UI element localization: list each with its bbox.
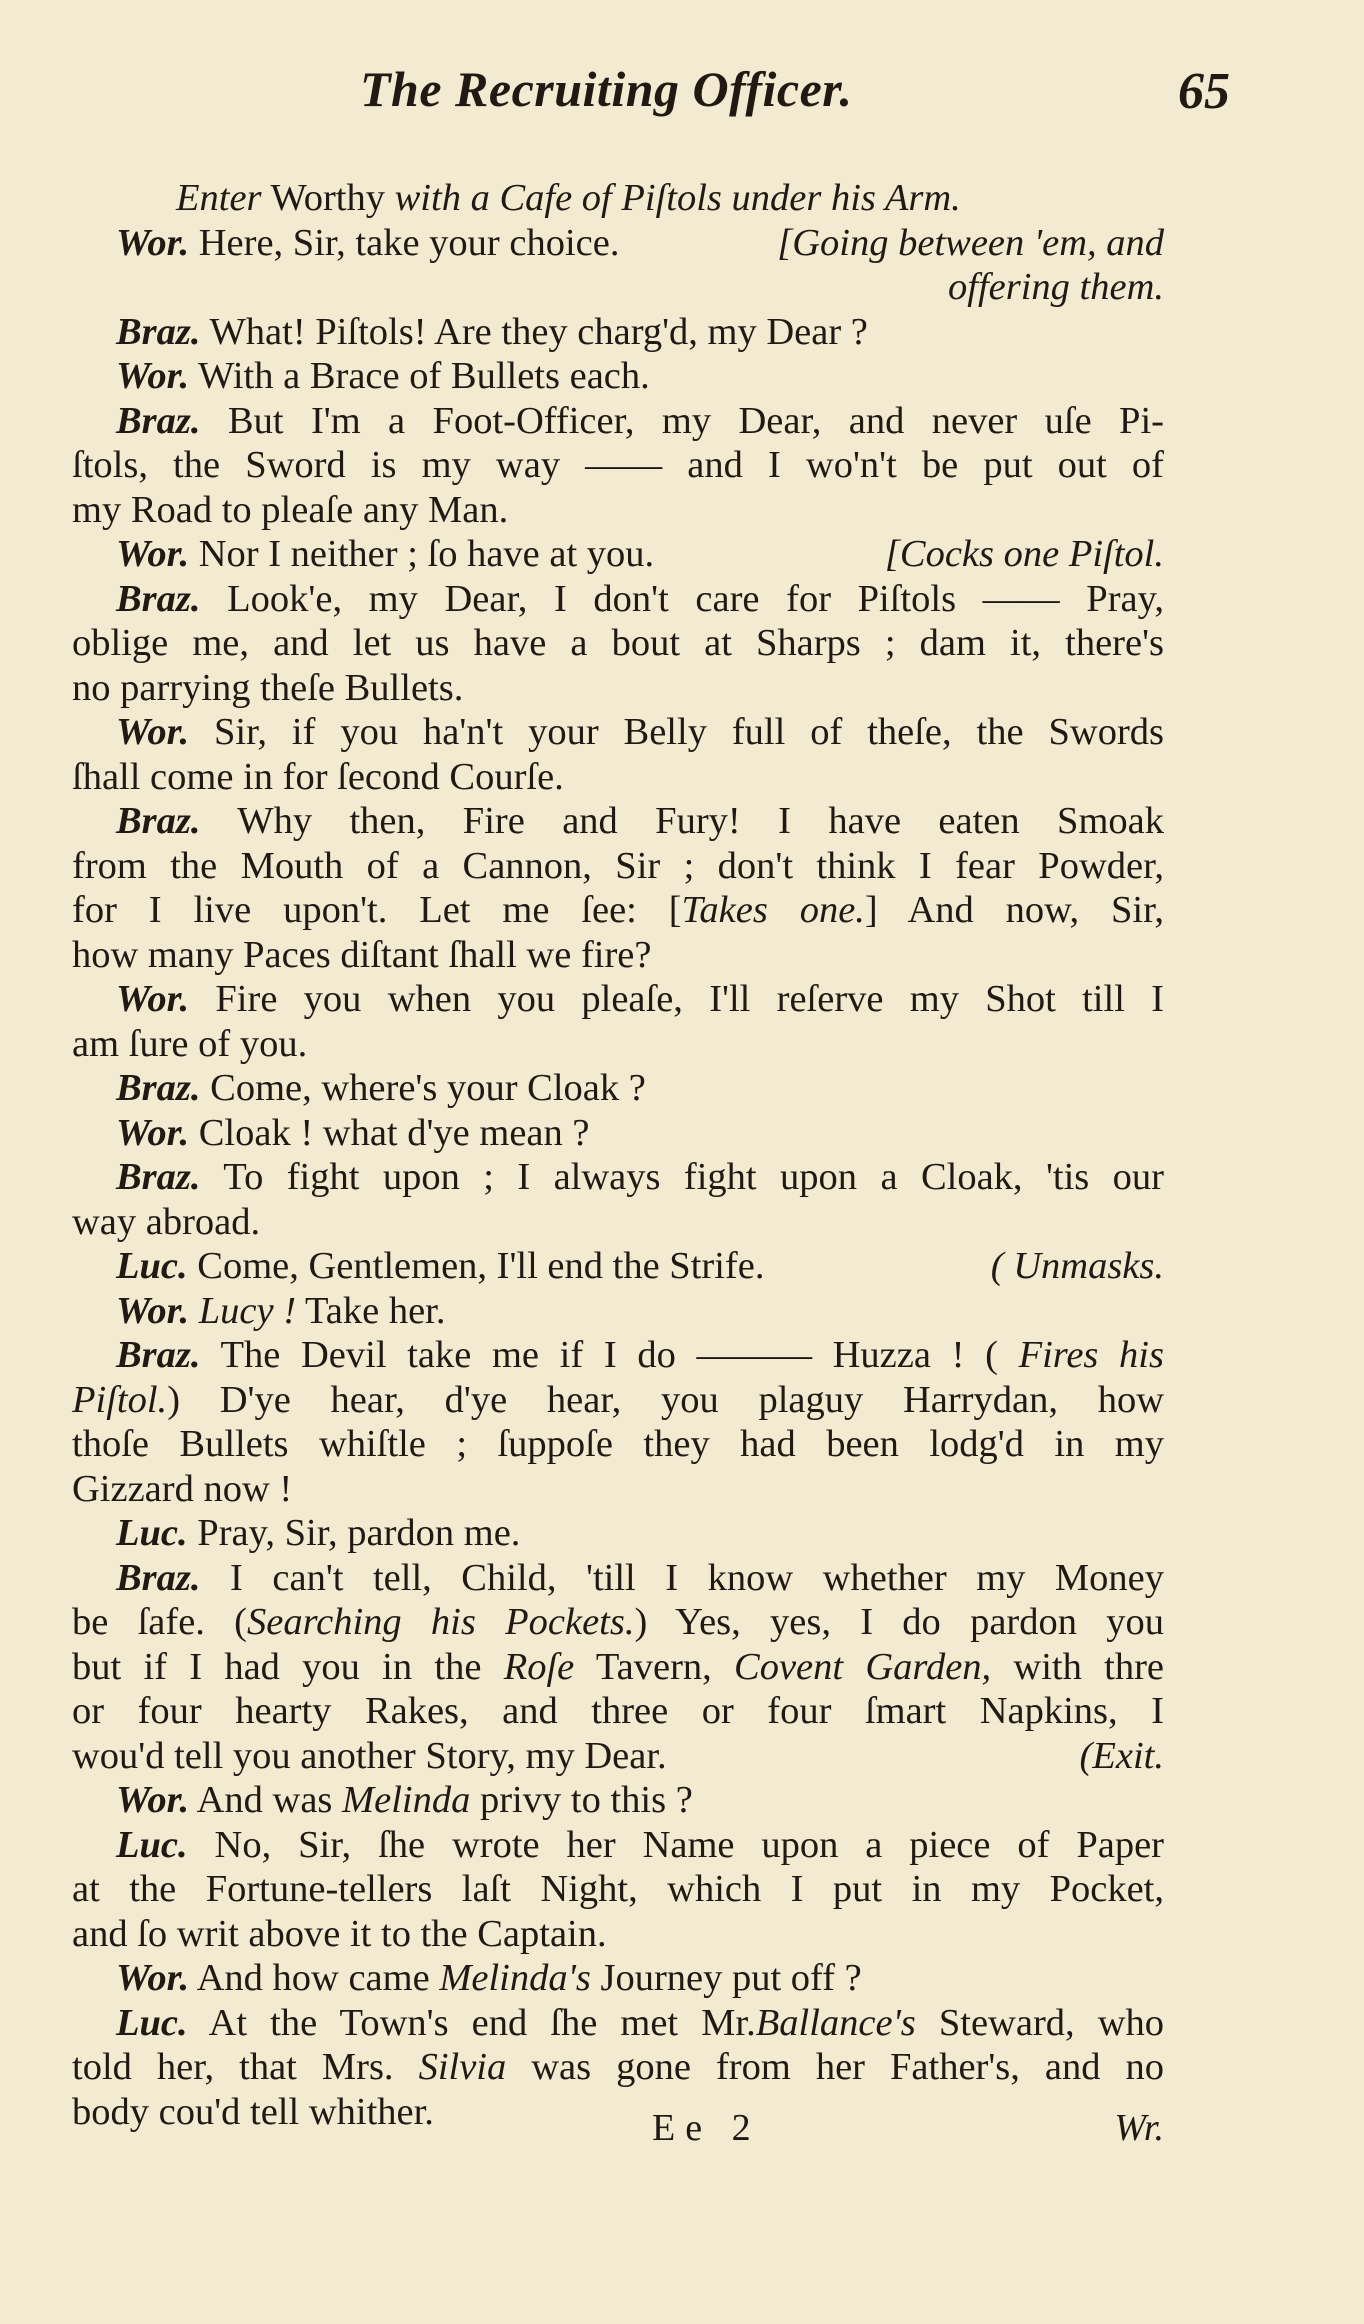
stage-direction-line: Enter Worthy with a Cafe of Piſtols under his Arm. — [176, 177, 961, 219]
text-line: from the Mouth of a Cannon, Sir ; don't think I fear Powder, — [72, 844, 1164, 887]
text-line: but if I had you in the Roſe Tavern, Covent Garden, with thre — [72, 1645, 1164, 1688]
speaker-name: Braz. — [116, 399, 201, 442]
speaker-name: Wor. — [116, 711, 190, 753]
text-line: no parrying theſe Bullets. — [72, 666, 464, 709]
page-footer — [72, 2106, 1164, 2156]
text-line: Braz. Look'e, my Dear, I don't care for Piſtols —— Pray, — [116, 577, 1164, 620]
text-line: am ſure of you. — [72, 1022, 308, 1065]
speaker-name: Braz. — [116, 1156, 201, 1198]
text-line: be ſafe. (Searching his Pockets.) Yes, yes, I do pardon you — [72, 1601, 1164, 1643]
text-line: wou'd tell you another Story, my Dear. (Exit. — [72, 1734, 1164, 1777]
speaker-name: Braz. — [116, 577, 201, 620]
text-line: Wor. And how came Melinda's Journey put off ? — [116, 1957, 862, 1999]
text-line: Braz. Come, where's your Cloak ? — [116, 1067, 646, 1109]
page-header — [360, 60, 1230, 130]
text-line: Luc. No, Sir, ſhe wrote her Name upon a piece of Paper — [116, 1823, 1164, 1866]
text-line: body cou'd tell whither. — [72, 2090, 434, 2133]
text-line: Braz. I can't tell, Child, 'till I know whether my Money — [116, 1556, 1164, 1599]
text-line: Wor. Fire you when you pleaſe, I'll reſerve my Shot till I — [116, 978, 1164, 1020]
text-line: Luc. Come, Gentlemen, I'll end the Strife. ( Unmasks. — [116, 1245, 1164, 1287]
speaker-name: Wor. — [116, 1957, 190, 1999]
page-number: 65 — [1178, 63, 1230, 120]
speaker-name: Braz. — [116, 1334, 201, 1376]
text-line: Wor. With a Brace of Bullets each. — [116, 355, 650, 397]
speaker-name: Wor. — [116, 1289, 190, 1332]
text-line: Wor. Nor I neither ; ſo have at you. [Cocks one Piſtol. — [116, 533, 1164, 575]
stage-direction: [Cocks one Piſtol. — [884, 533, 1164, 575]
speaker-name: Braz. — [116, 800, 201, 842]
text-line: Braz. What! Piſtols! Are they charg'd, my Dear ? — [116, 310, 868, 353]
text-line: Gizzard now ! — [72, 1467, 293, 1510]
text-line: way abroad. — [72, 1200, 261, 1243]
stage-direction: (Exit. — [1079, 1734, 1164, 1777]
speaker-name: Wor. — [116, 978, 190, 1020]
text-line: ſhall come in for ſecond Courſe. — [72, 755, 564, 798]
text-line: Wor. And was Melinda privy to this ? — [116, 1779, 693, 1821]
speaker-name: Luc. — [116, 2001, 188, 2044]
stage-direction: [Going between 'em, and — [777, 221, 1164, 264]
running-title: The Recruiting Officer. — [360, 61, 853, 117]
text-line: how many Paces diſtant ſhall we fire? — [72, 933, 652, 976]
speaker-name: Wor. — [116, 355, 190, 397]
text-line: Braz. But I'm a Foot-Officer, my Dear, and never uſe Pi- — [116, 399, 1164, 442]
text-line: Braz. Why then, Fire and Fury! I have eaten Smoak — [116, 800, 1164, 842]
stage-direction: ( Unmasks. — [990, 1245, 1164, 1287]
speaker-name: Braz. — [116, 1067, 201, 1109]
text-line: Luc. At the Town's end ſhe met Mr.Ballance's Steward, who — [116, 2001, 1164, 2044]
text-line: ſtols, the Sword is my way —— and I wo'n't be put out of — [72, 444, 1164, 486]
text-line: Wor. Cloak ! what d'ye mean ? — [116, 1111, 590, 1154]
text-line: and ſo writ above it to the Captain. — [72, 1912, 607, 1955]
speaker-name: Wor. — [116, 1779, 190, 1821]
text-line: Wor. Sir, if you ha'n't your Belly full of theſe, the Swords — [116, 711, 1164, 753]
text-line: Wor. Here, Sir, take your choice. [Going between 'em, and — [116, 221, 1164, 264]
text-line: for I live upon't. Let me ſee: [Takes one.] And now, Sir, — [72, 889, 1164, 931]
speaker-name: Luc. — [116, 1512, 188, 1554]
text-line: told her, that Mrs. Silvia was gone from her Father's, and no — [72, 2046, 1164, 2088]
text-line: Piſtol.) D'ye hear, d'ye hear, you plaguy Harrydan, how — [72, 1378, 1164, 1421]
speaker-name: Wor. — [116, 1111, 190, 1154]
speaker-name: Luc. — [116, 1823, 188, 1866]
speaker-name: Wor. — [116, 221, 190, 264]
text-line: thoſe Bullets whiſtle ; ſuppoſe they had been lodg'd in my — [72, 1423, 1164, 1465]
speaker-name: Braz. — [116, 1556, 201, 1599]
speaker-name: Braz. — [116, 310, 201, 353]
signature-mark: Ee 2 — [652, 2107, 761, 2149]
text-line: oblige me, and let us have a bout at Sharps ; dam it, there's — [72, 622, 1164, 664]
catchword: Wr. — [1114, 2107, 1164, 2149]
text-line: Wor. Lucy ! Take her. — [116, 1289, 446, 1332]
text-line: at the Fortune-tellers laſt Night, which I put in my Pocket, — [72, 1868, 1164, 1910]
speaker-name: Wor. — [116, 533, 190, 575]
text-line: offering them. — [948, 266, 1164, 308]
text-line: Braz. The Devil take me if I do ——— Huzza ! ( Fires his — [116, 1334, 1164, 1376]
text-line: or four hearty Rakes, and three or four ſmart Napkins, I — [72, 1690, 1164, 1732]
speaker-name: Luc. — [116, 1245, 188, 1287]
play-text — [72, 176, 1164, 2134]
text-line: Luc. Pray, Sir, pardon me. — [116, 1512, 521, 1554]
text-line: my Road to pleaſe any Man. — [72, 488, 509, 531]
text-line: Braz. To fight upon ; I always fight upon a Cloak, 'tis our — [116, 1156, 1164, 1198]
